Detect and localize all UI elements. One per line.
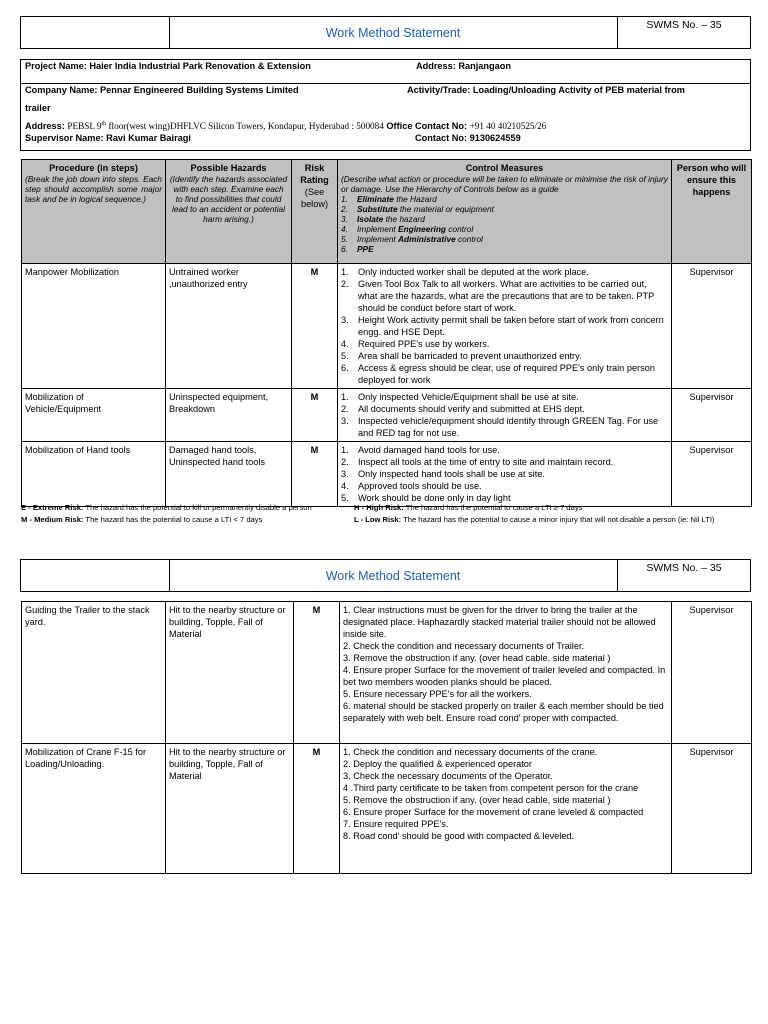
- person-header: Person who will ensure this happens: [672, 160, 752, 264]
- control-list: [341, 391, 668, 439]
- hierarchy-item: 1. Eliminate the Hazard: [341, 194, 437, 204]
- control-item: 2. Check the condition and necessary documents of Trailer.: [343, 641, 585, 651]
- hazard-cell: Hit to the nearby structure or building, Topple, Fall of Material: [166, 744, 294, 874]
- control-item: 8. Road cond' should be good with compacted & leveled.: [343, 831, 575, 841]
- control-item: 1. Avoid damaged hand tools for use.: [341, 445, 500, 455]
- control-item: 5. Work should be done only in day light: [341, 493, 511, 503]
- control-item: 4. Required PPE's use by workers.: [341, 339, 490, 349]
- office-contact-label: Office Contact No:: [386, 121, 468, 132]
- control-measures-cell: [338, 442, 672, 507]
- hierarchy-item: 4. Implement Engineering control: [341, 224, 474, 234]
- hazard-cell: Hit to the nearby structure or building, Topple, Fall of Material: [166, 602, 294, 744]
- procedure-header: Procedure (in steps) (Break the job down into steps. Each step should accomplish some major task and be in logical sequence.): [22, 160, 166, 264]
- control-measures-cell: [340, 602, 672, 744]
- risk-legend-high: H - High Risk: The hazard has the potential to cause a LTI ≥ 7 days: [354, 503, 583, 512]
- risk-legend-medium: M - Medium Risk: The hazard has the potential to cause a LTI < 7 days: [21, 515, 263, 524]
- page-title: Work Method Statement: [169, 560, 618, 591]
- hazard-cell: Damaged hand tools, Uninspected hand tools: [166, 442, 292, 507]
- control-item: 5. Area shall be barricaded to prevent unauthorized entry.: [341, 351, 582, 361]
- procedure-cell: Guiding the Trailer to the stack yard.: [22, 602, 166, 744]
- table-row: [22, 744, 752, 874]
- responsible-person-cell: Supervisor: [672, 389, 752, 442]
- risk-rating-cell: M: [292, 264, 338, 389]
- project-address: Address: Ranjangaon: [416, 61, 511, 71]
- control-item: 1. Only inducted worker shall be deputed at the work place.: [341, 267, 589, 277]
- control-item: 2. Deploy the qualified & experienced operator: [343, 759, 532, 769]
- address-text: PEBSL 9th floor(west wing)DHFLVC Silicon Towers, Kondapur, Hyderabad : 500084: [67, 121, 384, 132]
- control-item: 3. Check the necessary documents of the Operator.: [343, 771, 553, 781]
- control-item: 2. All documents should verify and submitted at EHS dept.: [341, 404, 585, 414]
- risk-rating-cell: M: [292, 442, 338, 507]
- header-blank-cell: [21, 17, 170, 48]
- control-item: 2. Given Tool Box Talk to all workers. What are activities to be carried out, what are the hazards, what are the precautions that are to be taken. PTP should be conduct before start of work.: [341, 279, 655, 313]
- control-measures-cell: [338, 264, 672, 389]
- control-header: Control Measures (Describe what action or procedure will be taken to eliminate or minimise the risk of injury or damage. Use the Hierarchy of Controls below as a guide 1. Eliminate the Hazard 2. Substitute the material or equipment 3. Isolate the hazard 4. Implement Engineering control 5. Implement Administrative control 6. PPE: [338, 160, 672, 264]
- hazard-cell: Untrained worker ,unauthorized entry: [166, 264, 292, 389]
- hierarchy-item: 3. Isolate the hazard: [341, 214, 425, 224]
- control-list: [341, 444, 668, 504]
- control-list: [341, 266, 668, 386]
- company-box: [20, 83, 751, 151]
- control-item: 3. Height Work activity permit shall be taken before start of work from concern engg. and HSE Dept.: [341, 315, 664, 337]
- control-item: 2. Inspect all tools at the time of entry to site and maintain record.: [341, 457, 614, 467]
- risk-header: Risk Rating (See below): [292, 160, 338, 264]
- control-item: 4. Ensure proper Surface for the movement of trailer leveled and compacted. In bet two members wooden planks should be placed.: [343, 665, 666, 687]
- contact-number: Contact No: 9130624559: [415, 133, 521, 143]
- procedure-cell: Manpower Mobilization: [22, 264, 166, 389]
- risk-rating-cell: M: [294, 744, 340, 874]
- hazard-cell: Uninspected equipment, Breakdown: [166, 389, 292, 442]
- risk-legend-low: L - Low Risk: The hazard has the potential to cause a minor injury that will not disable a person (ie: Nil LTI): [354, 515, 715, 524]
- risk-rating-cell: M: [292, 389, 338, 442]
- hierarchy-of-controls: [341, 194, 668, 254]
- control-item: 6. Ensure proper Surface for the movement of crane leveled & compacted: [343, 807, 644, 817]
- table-row: [22, 442, 752, 507]
- control-item: 3. Only inspected hand tools shall be use at site.: [341, 469, 545, 479]
- control-item: 4. Approved tools should be use.: [341, 481, 482, 491]
- responsible-person-cell: Supervisor: [672, 744, 752, 874]
- company-name: Company Name: Pennar Engineered Building Systems Limited: [25, 85, 299, 95]
- control-measures-cell: [338, 389, 672, 442]
- office-contact-value: +91 40 40210525/26: [469, 121, 547, 132]
- project-name: Project Name: Haier India Industrial Park Renovation & Extension: [25, 61, 311, 71]
- page-title: Work Method Statement: [169, 17, 618, 48]
- control-item: 1. Check the condition and necessary documents of the crane.: [343, 747, 598, 757]
- header-box-2: [20, 559, 751, 592]
- table-header-row: [22, 160, 752, 264]
- control-item: 3. Inspected vehicle/equipment should identify through GREEN Tag. For use and RED tag for not use.: [341, 416, 659, 438]
- activity-trade: Activity/Trade: Loading/Unloading Activity of PEB material from: [407, 85, 685, 95]
- hazards-header: Possible Hazards (Identify the hazards associated with each step. Examine each to find possibilities that could lead to an accident or potential harm arising.): [166, 160, 292, 264]
- control-item: 5. Remove the obstruction if any. (over head cable, side material ): [343, 795, 611, 805]
- responsible-person-cell: Supervisor: [672, 602, 752, 744]
- activity-trade-cont: trailer: [25, 103, 51, 113]
- table-row: [22, 389, 752, 442]
- procedure-cell: Mobilization of Crane F-15 for Loading/Unloading.: [22, 744, 166, 874]
- control-measures-cell: [340, 744, 672, 874]
- swms-number: SWMS No. – 35: [646, 19, 722, 31]
- control-item: 1. Only inspected Vehicle/Equipment shall be use at site.: [341, 392, 579, 402]
- responsible-person-cell: Supervisor: [672, 442, 752, 507]
- supervisor-name: Supervisor Name: Ravi Kumar Bairagi: [25, 133, 191, 143]
- control-item: 4 .Third party certificate to be taken from competent person for the crane: [343, 783, 639, 793]
- responsible-person-cell: Supervisor: [672, 264, 752, 389]
- header-blank-cell: [21, 560, 170, 591]
- hierarchy-item: 2. Substitute the material or equipment: [341, 204, 494, 214]
- control-item: 7. Ensure required PPE's.: [343, 819, 449, 829]
- address-label: Address:: [25, 121, 65, 132]
- risk-rating-cell: M: [294, 602, 340, 744]
- control-item: 3. Remove the obstruction if any. (over head cable, side material ): [343, 653, 611, 663]
- project-box: [20, 59, 751, 84]
- header-box-1: [20, 16, 751, 49]
- hierarchy-item: 6. PPE: [341, 244, 374, 254]
- control-item: 6. Access & egress should be clear, use of required PPE's only train person deployed for work: [341, 363, 655, 385]
- control-item: 6. material should be stacked properly on trailer & each member should be tied separately with web belt. Ensure road cond' proper with compacted.: [343, 701, 664, 723]
- table-row: [22, 602, 752, 744]
- office-address-line: [25, 121, 546, 131]
- hierarchy-item: 5. Implement Administrative control: [341, 234, 483, 244]
- control-item: 5. Ensure necessary PPE's for all the workers.: [343, 689, 532, 699]
- table-row: [22, 264, 752, 389]
- swms-number: SWMS No. – 35: [646, 562, 722, 574]
- method-table-1: [21, 159, 752, 507]
- method-table-2: [21, 601, 752, 874]
- procedure-cell: Mobilization of Hand tools: [22, 442, 166, 507]
- control-item: 1. Clear instructions must be given for the driver to bring the trailer at the designated place. Haphazardly stacked material trailer should not be allowed inside site.: [343, 605, 656, 639]
- procedure-cell: Mobilization of Vehicle/Equipment: [22, 389, 166, 442]
- risk-legend-extreme: E - Extreme Risk: The hazard has the potential to kill or permanently disable a person: [21, 503, 312, 512]
